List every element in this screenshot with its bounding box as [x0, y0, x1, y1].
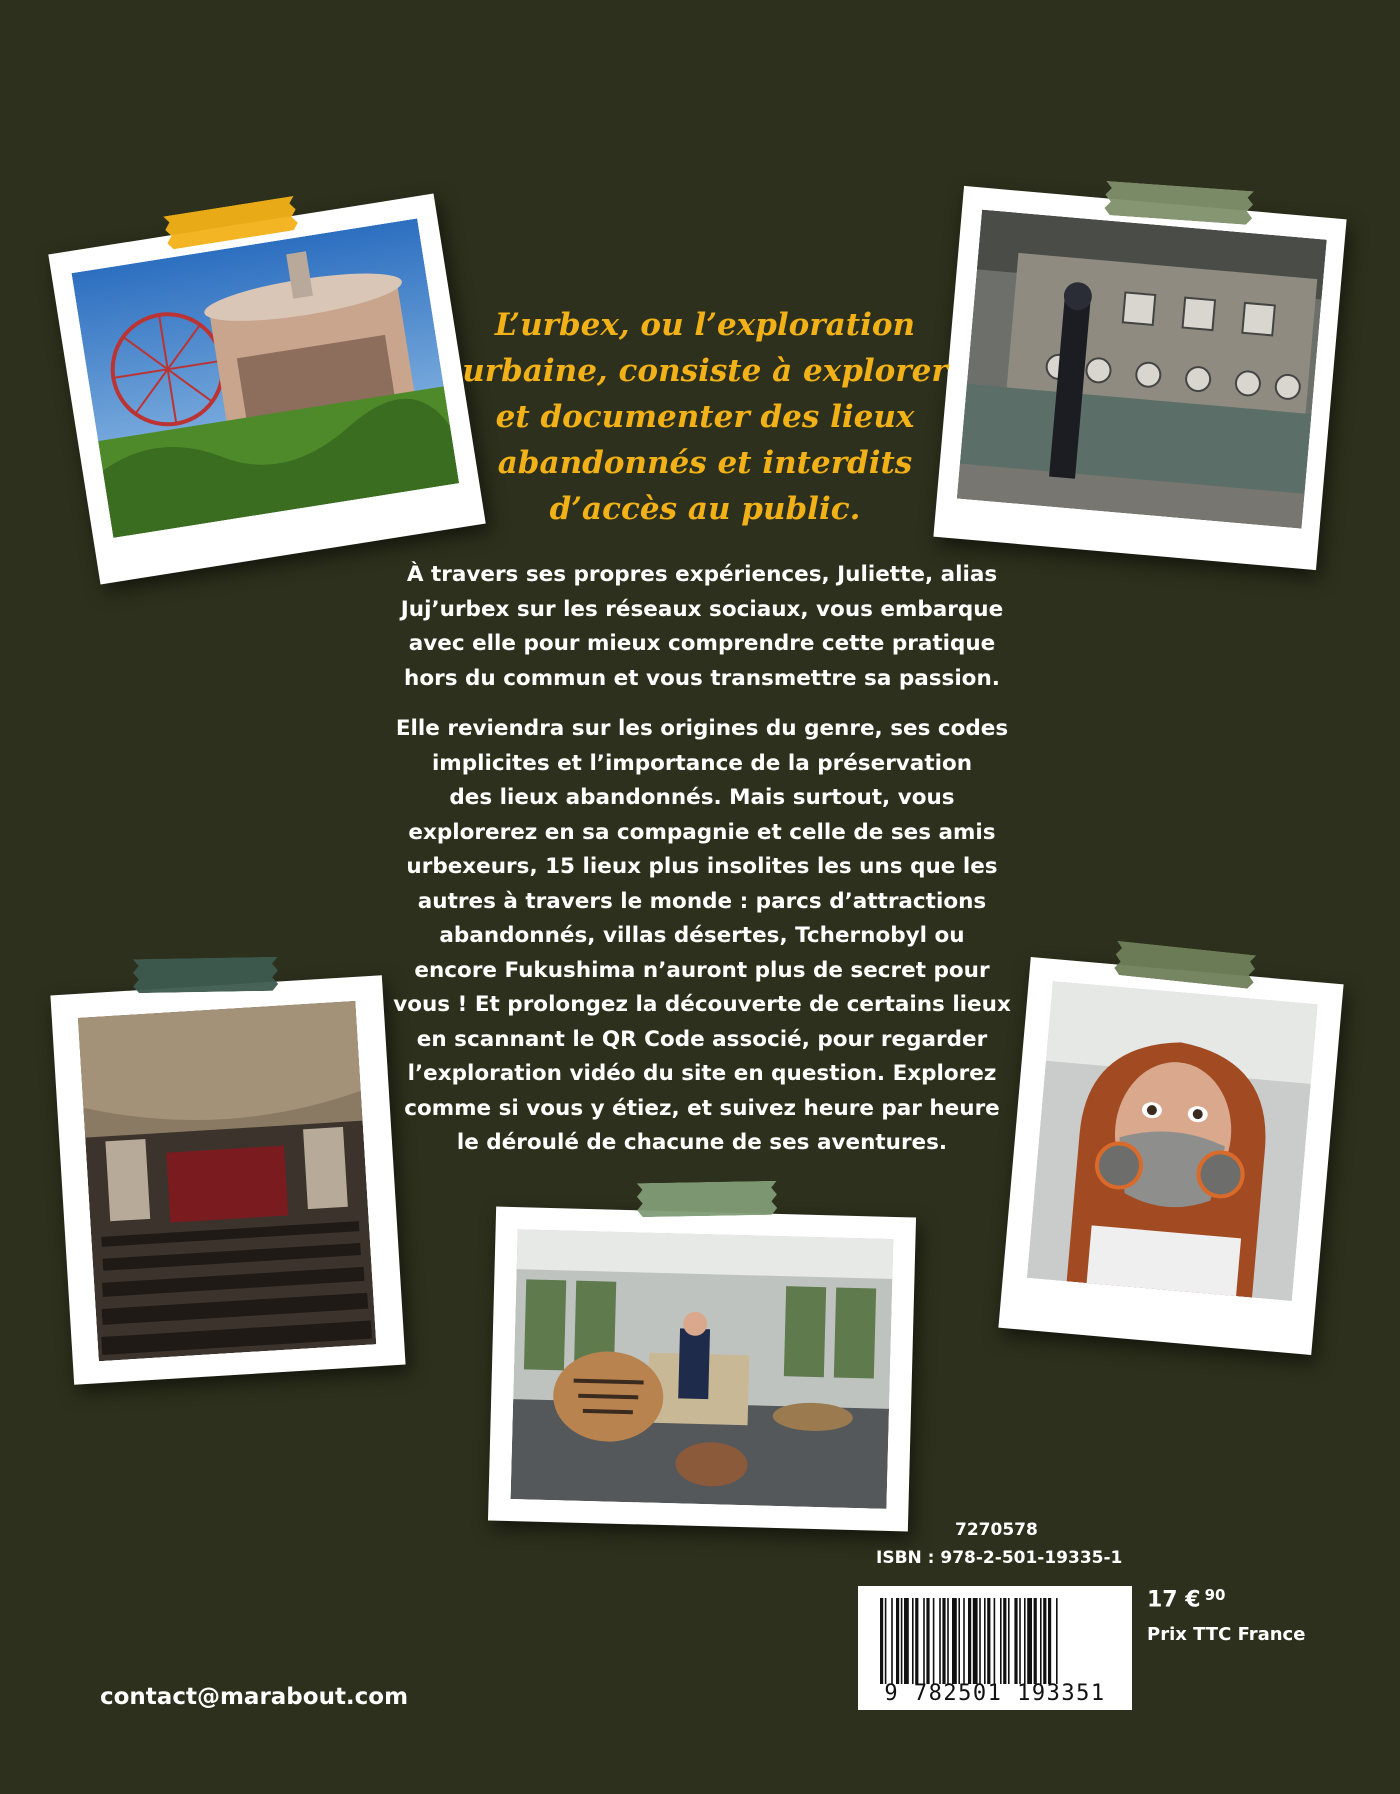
barcode-bar: [994, 1598, 996, 1684]
barcode-bar: [933, 1598, 935, 1684]
tape-teal: [133, 957, 279, 994]
photo-villa-tiger: [488, 1207, 916, 1532]
body-line: avec elle pour mieux comprendre cette pratique: [408, 631, 996, 656]
barcode-bar: [926, 1598, 929, 1684]
body-line: À travers ses propres expériences, Juliette, alias: [406, 562, 998, 587]
barcode-bar: [1043, 1598, 1046, 1684]
body-line: Elle reviendra sur les origines du genre, ses codes: [395, 716, 1009, 741]
barcode-bar: [912, 1598, 914, 1684]
contact-email[interactable]: contact@marabout.com: [100, 1684, 409, 1710]
intro-line: d’accès au public.: [549, 491, 861, 527]
barcode-bar: [973, 1598, 978, 1684]
price-cents: 90: [1204, 1586, 1226, 1604]
intro-line: abandonnés et interdits: [497, 445, 913, 481]
barcode-bar: [880, 1598, 883, 1684]
body-line: le déroulé de chacune de ses aventures.: [456, 1130, 948, 1155]
barcode-bar: [923, 1598, 925, 1684]
photo-gas-mask: [998, 957, 1343, 1355]
barcode-bar: [901, 1598, 903, 1684]
barcode-bar: [885, 1598, 887, 1684]
barcode-bar: [958, 1598, 960, 1684]
barcode-bar: [1040, 1598, 1042, 1684]
body-paragraph-1: [392, 558, 1012, 696]
intro-line: et documenter des lieux: [495, 399, 915, 435]
photo-auditorium: [50, 975, 405, 1385]
barcode-bar: [915, 1598, 918, 1684]
barcode-bar: [984, 1598, 986, 1684]
barcode-bar: [963, 1598, 965, 1684]
body-line: autres à travers le monde : parcs d’attractions: [417, 888, 987, 914]
barcode-bar: [1019, 1598, 1021, 1684]
body-line: l’exploration vidéo du site en question. Explorez: [407, 1061, 997, 1086]
amusement-park-image: [71, 218, 459, 537]
barcode-bar: [1024, 1598, 1026, 1684]
barcode-bar: [1014, 1598, 1017, 1684]
body-line: vous ! Et prolongez la découverte de certains lieux: [393, 992, 1011, 1017]
price-main: 17 €: [1147, 1587, 1201, 1613]
body-line: des lieux abandonnés. Mais surtout, vous: [449, 785, 955, 810]
body-line: urbexeurs, 15 lieux plus insolites les uns que les: [406, 854, 998, 879]
body-line: abandonnés, villas désertes, Tchernobyl ou: [439, 923, 965, 948]
barcode-bar: [939, 1598, 941, 1684]
barcode-bar: [979, 1598, 981, 1684]
barcode-bar: [1000, 1598, 1002, 1684]
price-label: Prix TTC France: [1147, 1624, 1306, 1645]
barcode-bar: [904, 1598, 909, 1684]
barcode-bar: [987, 1598, 990, 1684]
control-room-image: [957, 210, 1327, 529]
body-line: hors du commun et vous transmettre sa passion.: [404, 665, 1000, 691]
body-paragraph-2: [392, 712, 1012, 1161]
tape-green: [637, 1181, 778, 1217]
intro-text: [460, 302, 950, 532]
barcode-bar: [1034, 1598, 1037, 1684]
price: [1147, 1586, 1225, 1612]
product-code: 7270578: [955, 1520, 1038, 1540]
barcode-bar: [1008, 1598, 1010, 1684]
intro-line: urbaine, consiste à explorer: [462, 353, 948, 389]
barcode: [858, 1586, 1132, 1710]
body-line: explorerez en sa compagnie et celle de ses amis: [408, 819, 996, 845]
barcode-bar: [891, 1598, 893, 1684]
barcode-bar: [1056, 1598, 1058, 1684]
villa-tiger-image: [511, 1229, 894, 1509]
intro-line: L’urbex, ou l’exploration: [494, 307, 916, 343]
photo-control-room: [933, 186, 1346, 570]
body-line: en scannant le QR Code associé, pour regarder: [416, 1026, 988, 1052]
barcode-bar: [896, 1598, 899, 1684]
barcode-digits: 9 782501 193351: [884, 1681, 1106, 1706]
barcode-bar: [1048, 1598, 1051, 1684]
barcode-bar: [1003, 1598, 1006, 1684]
barcode-bar: [942, 1598, 945, 1684]
body-line: Juj’urbex sur les réseaux sociaux, vous embarque: [400, 596, 1004, 622]
barcode-bar: [947, 1598, 949, 1684]
body-line: implicites et l’importance de la préservation: [431, 750, 973, 776]
barcode-bar: [1027, 1598, 1032, 1684]
barcode-bar: [968, 1598, 971, 1684]
body-line: encore Fukushima n’auront plus de secret pour: [414, 957, 990, 983]
barcode-bar: [952, 1598, 957, 1684]
gas-mask-image: [1027, 981, 1318, 1301]
isbn: ISBN : 978-2-501-19335-1: [876, 1548, 1123, 1568]
body-line: comme si vous y étiez, et suivez heure par heure: [404, 1095, 1000, 1121]
photo-amusement-park: [48, 194, 485, 585]
auditorium-image: [78, 1001, 376, 1361]
